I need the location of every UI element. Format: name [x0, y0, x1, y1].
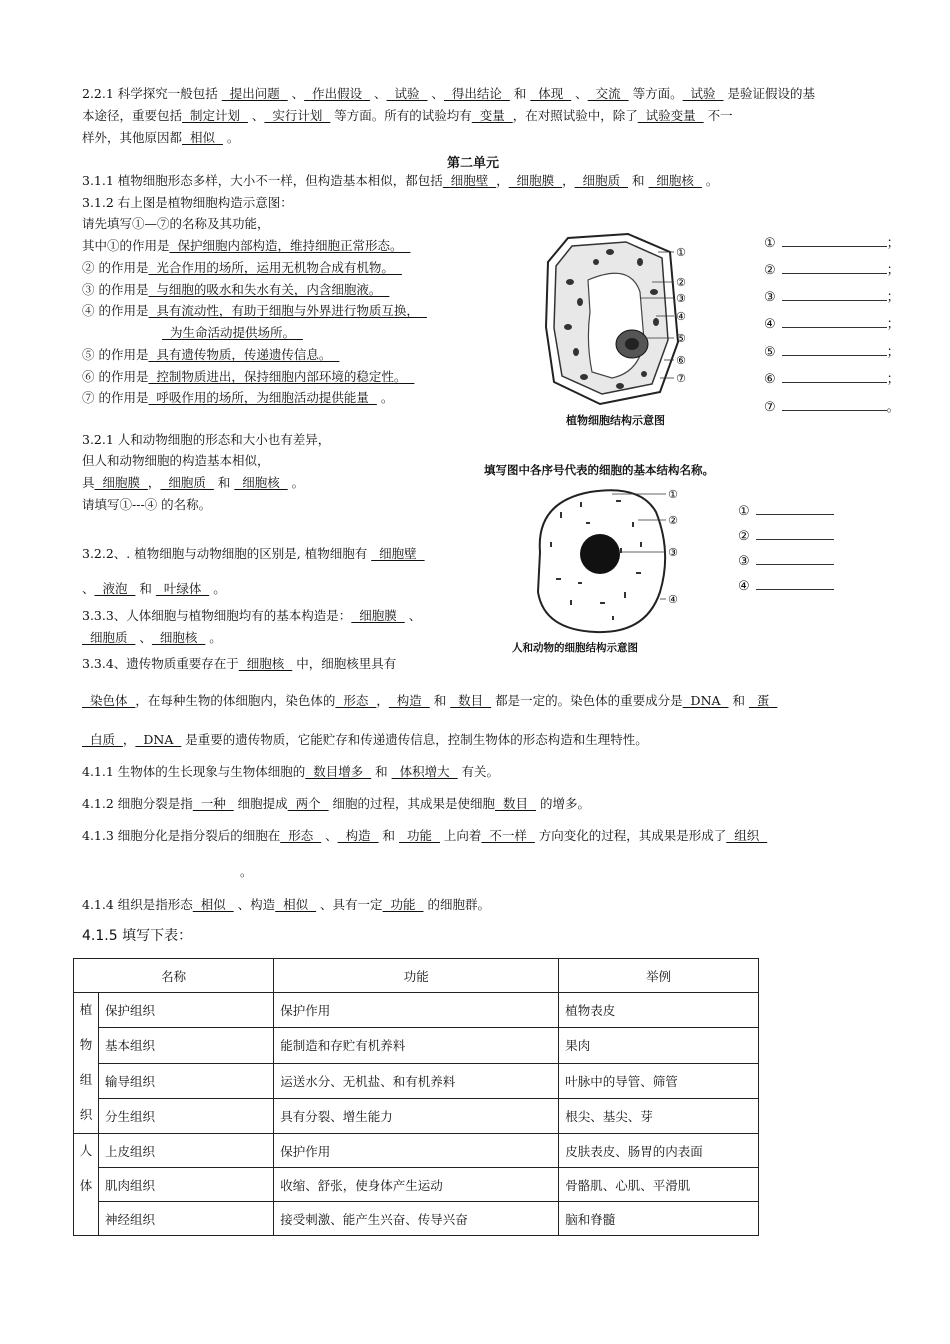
header-name: 名称 — [74, 959, 274, 993]
tissue-example: 骨骼肌、心肌、平滑肌 — [559, 1168, 759, 1202]
animal-blank[interactable]: ② — [738, 527, 834, 544]
text-segment: ， — [147, 475, 161, 490]
text-segment: 。 — [701, 173, 719, 188]
answer-blank[interactable]: DNA — [682, 693, 729, 708]
text-segment: ② 的作用是 — [82, 260, 149, 275]
para-4-1-4 — [82, 897, 490, 913]
plant-figure-caption: 植物细胞结构示意图 — [566, 414, 665, 427]
nucleolus — [625, 338, 639, 350]
plant-blank[interactable]: ⑦ 。 — [764, 400, 900, 415]
text-segment: 是验证假设的基 — [723, 86, 815, 101]
text-segment: 方向变化的过程，其成果是形成了 — [534, 828, 727, 843]
nucleus — [580, 534, 620, 574]
para-4-1-3-end: 。 — [240, 864, 253, 879]
answer-blank[interactable]: 染色体 — [82, 693, 136, 708]
text-segment: 有关。 — [457, 764, 500, 779]
tissue-example: 植物表皮 — [559, 993, 759, 1028]
prompt-fill-names: 请先填写①—⑦的名称及其功能， — [82, 216, 270, 231]
plant-label: ⑦ — [676, 372, 686, 385]
text-segment: 的细胞群。 — [423, 897, 490, 912]
answer-blank[interactable]: 构造 — [337, 828, 379, 843]
para-3-3-4b — [82, 693, 777, 709]
group-label-plant: 植 物 组 织 — [74, 993, 99, 1134]
text-segment: 等方面。 — [628, 86, 683, 101]
text-segment: 。 — [376, 390, 394, 405]
table-row — [74, 1028, 759, 1063]
answer-blank[interactable]: 试验 — [386, 86, 428, 101]
answer-blank[interactable]: 细胞壁 — [371, 546, 425, 561]
para-4-1-1 — [82, 764, 499, 780]
text-segment: ， — [376, 693, 389, 708]
table-row — [74, 1098, 759, 1133]
tissue-name: 保护组织 — [99, 993, 274, 1028]
function-line — [82, 303, 427, 319]
text-segment: 、 — [427, 86, 444, 101]
animal-blank[interactable]: ① — [738, 502, 834, 519]
para-3-2-1-line — [82, 432, 330, 448]
answer-blank[interactable]: 细胞膜 — [351, 608, 405, 623]
table-row — [74, 1063, 759, 1098]
answer-blank[interactable]: 细胞质 — [160, 475, 214, 490]
text-segment: 细胞提成 — [233, 796, 288, 811]
text-segment: 、 — [321, 828, 338, 843]
text-segment: 2.2.1 科学探究一般包括 — [82, 86, 222, 101]
tissue-example: 叶脉中的导管、筛管 — [559, 1063, 759, 1098]
table-row — [74, 993, 759, 1028]
animal-labels — [668, 488, 678, 606]
text-segment: 、 — [370, 86, 387, 101]
tissue-function: 保护作用 — [274, 1134, 559, 1168]
tissue-example: 果肉 — [559, 1028, 759, 1063]
text-segment: ⑤ 的作用是 — [82, 347, 149, 362]
tissue-function: 运送水分、无机盐、和有机养料 — [274, 1063, 559, 1098]
answer-blank[interactable]: 形态 — [280, 828, 322, 843]
group-label-human: 人 体 — [74, 1134, 99, 1236]
text-segment: 、 — [404, 608, 422, 623]
text-segment: 和 — [628, 173, 649, 188]
plant-blank[interactable]: ② ； — [764, 263, 900, 278]
function-line — [82, 390, 393, 406]
text-segment: ④ 的作用是 — [82, 303, 149, 318]
plant-blank[interactable]: ⑥ ； — [764, 372, 900, 387]
text-segment: 和 — [509, 86, 531, 101]
text-segment: ， — [562, 173, 575, 188]
text-segment: 4.1.2 细胞分裂是指 — [82, 796, 193, 811]
text-segment: 、构造 — [233, 897, 276, 912]
function-line — [82, 347, 339, 363]
tissue-function: 能制造和存贮有机养料 — [274, 1028, 559, 1063]
plant-blank[interactable]: ⑤ ； — [764, 345, 900, 360]
answer-blank[interactable]: 提出问题 — [221, 86, 288, 101]
plant-label: ④ — [676, 310, 686, 323]
answer-blank[interactable]: 细胞核 — [151, 630, 206, 645]
text-segment: 3.1.1 植物细胞形态多样，大小不一样，但构造基本相似，都包括 — [82, 173, 443, 188]
answer-blank[interactable]: 叶绿体 — [155, 581, 210, 596]
text-segment: 和 — [728, 693, 749, 708]
animal-blank[interactable]: ③ — [738, 552, 834, 569]
answer-blank[interactable]: 与细胞的吸水和失水有关，内含细胞液。 — [148, 282, 390, 297]
para-3-3-3a — [82, 608, 421, 624]
vacuole — [588, 273, 644, 378]
animal-label: ③ — [668, 546, 678, 559]
text-segment: 、 — [82, 581, 95, 596]
tissue-function: 收缩、舒张，使身体产生运动 — [274, 1168, 559, 1202]
text-segment: ， — [122, 732, 136, 747]
para-4-1-3 — [82, 828, 767, 844]
answer-blank[interactable]: 相似 — [275, 897, 317, 912]
para-3-2-1-line — [82, 475, 304, 491]
answer-blank[interactable]: 为生命活动提供场所。 — [162, 325, 303, 340]
answer-blank[interactable]: 功能 — [399, 828, 440, 843]
text-segment: 样外，其他原因都 — [82, 130, 183, 145]
answer-blank[interactable]: 一种 — [192, 796, 234, 811]
answer-blank[interactable]: 作出假设 — [304, 86, 371, 101]
text-segment: 、 — [571, 86, 588, 101]
text-segment: 3.2.1 人和动物细胞的形态和大小也有差异， — [82, 432, 331, 447]
table-row — [74, 1202, 759, 1236]
text-segment: 其中①的作用是 — [82, 238, 170, 253]
text-segment: ， — [496, 173, 509, 188]
text-segment: 是重要的遗传物质，它能贮存和传递遗传信息，控制生物体的形态构造和生理特性。 — [181, 732, 648, 747]
answer-blank[interactable]: 数目 — [495, 796, 536, 811]
answer-blank[interactable]: 细胞质 — [574, 173, 629, 188]
text-segment: 上向着 — [439, 828, 482, 843]
tissue-example: 脑和脊髓 — [559, 1202, 759, 1236]
animal-label: ② — [668, 514, 678, 527]
answer-blank[interactable]: 细胞核 — [238, 656, 293, 671]
answer-blank[interactable]: 功能 — [382, 897, 424, 912]
function-line — [82, 260, 402, 276]
tissue-function: 接受刺激、能产生兴奋、传导兴奋 — [274, 1202, 559, 1236]
answer-blank[interactable]: 数目增多 — [305, 764, 372, 779]
tissue-name: 上皮组织 — [99, 1134, 274, 1168]
plant-label: ③ — [676, 292, 686, 305]
plant-label: ⑥ — [676, 354, 686, 367]
answer-blank[interactable]: 不一样 — [481, 828, 535, 843]
answer-blank[interactable]: DNA — [135, 732, 182, 747]
function-line — [82, 238, 410, 254]
text-segment: 、具有一定 — [316, 897, 383, 912]
answer-blank[interactable]: 液泡 — [94, 581, 136, 596]
answer-blank[interactable]: 光合作用的场所，运用无机物合成有机物。 — [148, 260, 402, 275]
answer-blank[interactable]: 具有遗传物质，传递遗传信息。 — [148, 347, 340, 362]
text-segment: 具 — [82, 475, 95, 490]
answer-blank[interactable]: 细胞质 — [82, 630, 136, 645]
answer-blank[interactable]: 相似 — [192, 897, 234, 912]
answer-blank[interactable]: 试验变量 — [637, 108, 704, 123]
plant-cell-diagram — [540, 232, 710, 414]
answer-blank[interactable]: 形态 — [335, 693, 377, 708]
tissue-table — [73, 958, 759, 1236]
text-segment: 但人和动物细胞的构造基本相似， — [82, 453, 270, 468]
answer-blank[interactable]: 体现 — [530, 86, 572, 101]
table-row — [74, 1134, 759, 1168]
answer-blank[interactable]: 控制物质进出，保持细胞内部环境的稳定性。 — [148, 369, 415, 384]
animal-label: ④ — [668, 593, 678, 606]
text-segment: 3.3.3、人体细胞与植物细胞均有的基本构造是： — [82, 608, 352, 623]
answer-blank[interactable]: 构造 — [388, 693, 430, 708]
tissue-name: 输导组织 — [99, 1063, 274, 1098]
text-segment: 和 — [135, 581, 156, 596]
answer-blank[interactable]: 体积增大 — [391, 764, 458, 779]
plant-label: ② — [676, 276, 686, 289]
answer-blank[interactable]: 呼吸作用的场所，为细胞活动提供能量 — [148, 390, 377, 405]
para-3-3-3b — [82, 630, 222, 646]
text-segment: 。 — [205, 630, 222, 645]
animal-blank[interactable]: ④ — [738, 577, 834, 594]
answer-blank[interactable]: 得出结论 — [443, 86, 510, 101]
plant-label: ⑤ — [676, 332, 686, 345]
text-segment: 和 — [378, 828, 400, 843]
function-line — [82, 369, 414, 385]
text-segment: 4.1.1 生物体的生长现象与生物体细胞的 — [82, 764, 306, 779]
answer-blank[interactable]: 两个 — [287, 796, 329, 811]
header-example: 举例 — [559, 959, 759, 993]
answer-blank[interactable]: 相似 — [182, 130, 223, 145]
answer-blank[interactable]: 具有流动性，有助于细胞与外界进行物质互换， — [148, 303, 427, 318]
answer-blank[interactable]: 试验 — [682, 86, 724, 101]
text-segment: ⑦ 的作用是 — [82, 390, 149, 405]
text-segment: 、 — [135, 630, 152, 645]
header-function: 功能 — [274, 959, 559, 993]
function-line — [82, 325, 303, 341]
para-3-2-2b — [82, 581, 226, 597]
text-segment: 都是一定的。染色体的重要成分是 — [491, 693, 683, 708]
para-2-2-1-line3 — [82, 130, 239, 146]
para-3-2-2a — [82, 546, 425, 562]
text-segment: 和 — [429, 693, 451, 708]
tissue-example: 根尖、基尖、芽 — [559, 1098, 759, 1133]
text-segment: 中，细胞核里具有 — [292, 656, 397, 671]
tissue-name: 肌肉组织 — [99, 1168, 274, 1202]
text-segment: 。 — [222, 130, 240, 145]
para-2-2-1-line2 — [82, 108, 733, 124]
text-segment: 本途径，重要包括 — [82, 108, 183, 123]
text-segment: 3.3.4、遗传物质重要存在于 — [82, 656, 239, 671]
function-line — [82, 282, 389, 298]
para-3-2-1-line — [82, 497, 211, 513]
text-segment: 细胞的过程，其成果是使细胞 — [328, 796, 496, 811]
answer-blank[interactable]: 细胞膜 — [508, 173, 563, 188]
text-segment: ⑥ 的作用是 — [82, 369, 149, 384]
para-4-1-2 — [82, 796, 590, 812]
tissue-name: 分生组织 — [99, 1098, 274, 1133]
plant-blank[interactable]: ① ； — [764, 236, 900, 251]
answer-blank[interactable]: 制定计划 — [182, 108, 248, 123]
table-row — [74, 1168, 759, 1202]
text-segment: 的增多。 — [535, 796, 590, 811]
text-segment: 4.1.3 细胞分化是指分裂后的细胞在 — [82, 828, 281, 843]
answer-blank[interactable]: 细胞膜 — [94, 475, 148, 490]
answer-blank[interactable]: 实行计划 — [264, 108, 331, 123]
answer-blank[interactable]: 数目 — [450, 693, 492, 708]
text-segment: ，在对照试验中，除了 — [512, 108, 638, 123]
answer-blank[interactable]: 细胞核 — [648, 173, 702, 188]
answer-blank[interactable]: 保护细胞内部构造，维持细胞正常形态。 — [169, 238, 411, 253]
para-2-2-1-line1 — [82, 86, 815, 102]
answer-blank[interactable]: 蛋 — [748, 693, 778, 708]
animal-heading: 填写图中各序号代表的细胞的基本结构名称。 — [484, 463, 714, 477]
tissue-function: 具有分裂、增生能力 — [274, 1098, 559, 1133]
text-segment: 、 — [287, 86, 305, 101]
text-segment: 和 — [371, 764, 392, 779]
animal-figure-caption: 人和动物的细胞结构示意图 — [512, 642, 638, 654]
para-3-1-2: 3.1.2 右上图是植物细胞构造示意图： — [82, 195, 293, 210]
tissue-example: 皮肤表皮、肠胃的内表面 — [559, 1134, 759, 1168]
answer-blank[interactable]: 细胞核 — [234, 475, 288, 490]
plant-blank[interactable]: ③ ； — [764, 290, 900, 305]
answer-blank[interactable]: 变量 — [471, 108, 513, 123]
text-segment: 和 — [213, 475, 235, 490]
text-segment: 。 — [287, 475, 305, 490]
text-segment: 不一 — [703, 108, 733, 123]
answer-blank[interactable]: 细胞壁 — [442, 173, 497, 188]
text-segment: ③ 的作用是 — [82, 282, 149, 297]
text-segment: 4.1.4 组织是指形态 — [82, 897, 193, 912]
animal-label: ① — [668, 488, 678, 501]
text-segment: 。 — [209, 581, 226, 596]
plant-label: ① — [676, 246, 686, 259]
para-3-1-1 — [82, 173, 718, 189]
para-3-3-4a — [82, 656, 396, 672]
animal-cell-diagram — [520, 482, 710, 640]
tissue-name: 基本组织 — [99, 1028, 274, 1063]
table-header-row — [74, 959, 759, 993]
unit-title: 第二单元 — [447, 156, 500, 171]
para-3-2-1-line — [82, 453, 270, 469]
para-3-3-4c — [82, 732, 648, 748]
text-segment: ，在每种生物的体细胞内，染色体的 — [135, 693, 336, 708]
text-segment: 、 — [247, 108, 265, 123]
answer-blank[interactable]: 交流 — [587, 86, 629, 101]
para-4-1-5: 4.1.5 填写下表： — [82, 928, 193, 944]
tissue-function: 保护作用 — [274, 993, 559, 1028]
text-segment: 3.2.2、. 植物细胞与动物细胞的区别是, 植物细胞有 — [82, 546, 372, 561]
plant-labels — [676, 246, 686, 385]
text-segment: 等方面。所有的试验均有 — [330, 108, 472, 123]
tissue-name: 神经组织 — [99, 1202, 274, 1236]
answer-blank[interactable]: 白质 — [82, 732, 123, 747]
text-segment: 请填写①---④ 的名称。 — [82, 497, 212, 512]
plant-blank[interactable]: ④ ； — [764, 317, 900, 332]
answer-blank[interactable]: 组织 — [726, 828, 768, 843]
